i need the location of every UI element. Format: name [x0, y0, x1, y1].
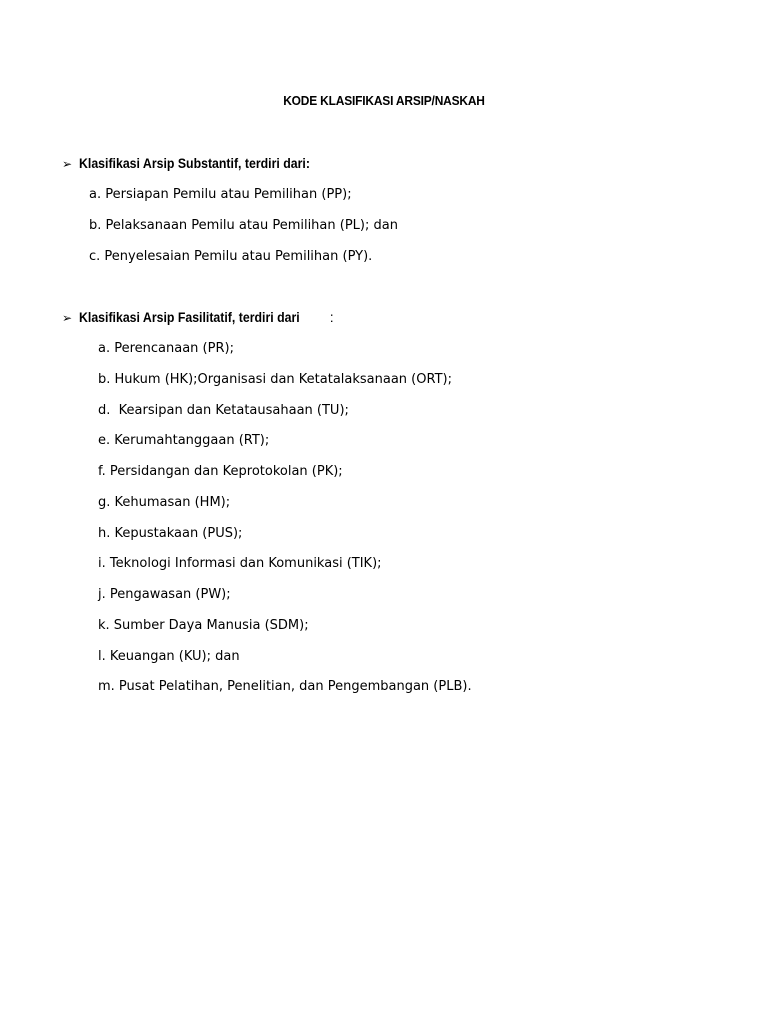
list-item: g. Kehumasan (HM); [98, 495, 231, 510]
list-item: a. Perencanaan (PR); [98, 341, 234, 356]
list-item: c. Penyelesaian Pemilu atau Pemilihan (PY). [89, 249, 373, 264]
section-heading-colon: : [329, 309, 334, 325]
section-heading-text: Klasifikasi Arsip Fasilitatif, terdiri dari [79, 309, 300, 325]
list-item: a. Persiapan Pemilu atau Pemilihan (PP); [89, 187, 352, 202]
list-item: f. Persidangan dan Keprotokolan (PK); [98, 464, 343, 479]
list-item: k. Sumber Daya Manusia (SDM); [98, 618, 309, 633]
list-item: m. Pusat Pelatihan, Penelitian, dan Pengembangan (PLB). [98, 679, 472, 694]
list-item: j. Pengawasan (PW); [98, 587, 231, 602]
list-item: e. Kerumahtanggaan (RT); [98, 433, 270, 448]
list-item: h. Kepustakaan (PUS); [98, 526, 243, 541]
document-title: KODE KLASIFIKASI ARSIP/NASKAH [283, 93, 485, 108]
section-heading-fasilitatif [62, 309, 334, 325]
section-heading-text: Klasifikasi Arsip Substantif, terdiri dari: [79, 155, 310, 171]
list-item: b. Pelaksanaan Pemilu atau Pemilihan (PL); dan [89, 218, 398, 233]
section-heading-substantif [62, 155, 341, 171]
list-item: d. Kearsipan dan Ketatausahaan (TU); [98, 403, 349, 418]
arrow-bullet-icon: ➢ [62, 157, 73, 171]
arrow-bullet-icon: ➢ [62, 311, 73, 325]
list-item: l. Keuangan (KU); dan [98, 649, 240, 664]
list-item: i. Teknologi Informasi dan Komunikasi (TIK); [98, 556, 382, 571]
list-item: b. Hukum (HK);Organisasi dan Ketatalaksanaan (ORT); [98, 372, 452, 387]
